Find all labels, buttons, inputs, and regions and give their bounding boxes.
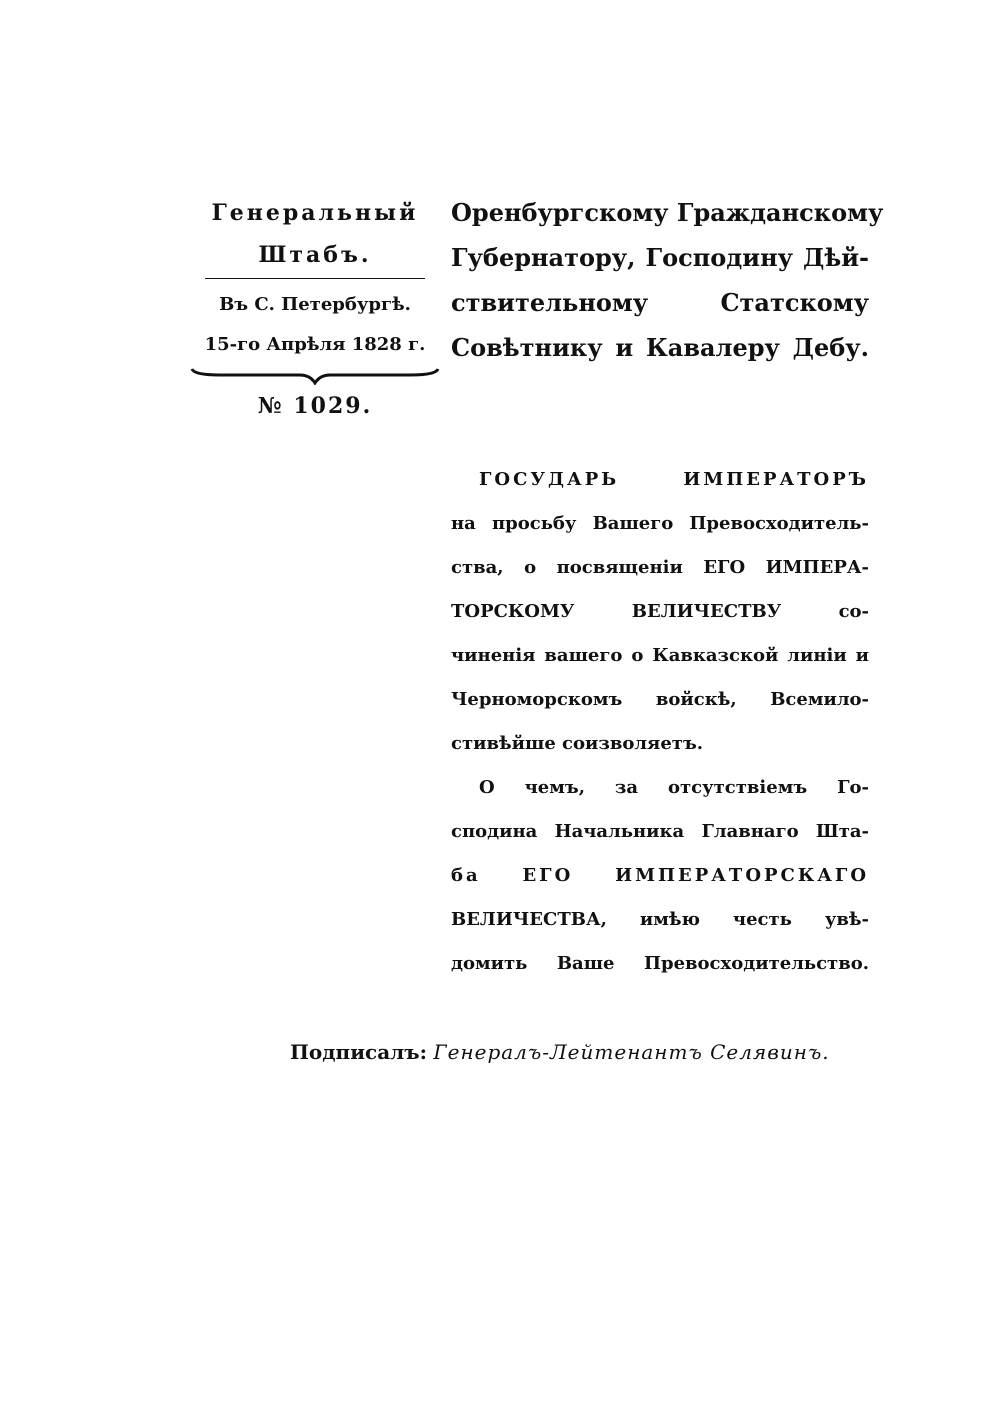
body-line: чиненія вашего о Кавказской линіи и: [451, 645, 869, 666]
body-line: Черноморскомъ войскѣ, Всемило-: [451, 689, 869, 710]
document-number: № 1029.: [257, 393, 373, 419]
sender-place: Въ С. Петербургѣ.: [219, 294, 411, 315]
brace-ornament: [190, 365, 440, 385]
sender-block: [180, 192, 450, 427]
signature-line: [290, 1030, 850, 1074]
body-text: [451, 458, 869, 986]
body-line: домить Ваше Превосходительство.: [451, 953, 869, 974]
body-line: сподина Начальника Главнаго Шта-: [451, 821, 869, 842]
body-line: ГОСУДАРЬ ИМПЕРАТОРЪ: [479, 469, 869, 490]
sender-org-line1: Генеральный: [211, 200, 419, 226]
body-line: ТОРСКОМУ ВЕЛИЧЕСТВУ со-: [451, 601, 869, 622]
body-line: ВЕЛИЧЕСТВА, имѣю честь увѣ-: [451, 909, 869, 930]
addressee-line: Оренбургскому Гражданскому: [451, 198, 884, 227]
addressee-line: Губернатору, Господину Дѣй-: [451, 243, 869, 272]
addressee-line: ствительному Статскому: [451, 288, 869, 317]
sender-org-line2: Штабъ.: [258, 242, 372, 268]
body-line: ба ЕГО ИМПЕРАТОРСКАГО: [451, 865, 869, 886]
body-line: на просьбу Вашего Превосходитель-: [451, 513, 869, 534]
signature-name: Генералъ-Лейтенантъ Селявинъ.: [433, 1040, 830, 1064]
divider-rule: [205, 278, 425, 279]
addressee-block: [451, 190, 884, 370]
sender-date: 15-го Апрѣля 1828 г.: [204, 334, 426, 355]
addressee-line: Совѣтнику и Кавалеру Дебу.: [451, 333, 869, 362]
body-line: О чемъ, за отсутствіемъ Го-: [479, 777, 869, 798]
signature-label: Подписалъ:: [290, 1040, 427, 1064]
body-line: ства, о посвященіи ЕГО ИМПЕРА-: [451, 557, 869, 578]
body-line: стивѣйше соизволяетъ.: [451, 733, 704, 754]
